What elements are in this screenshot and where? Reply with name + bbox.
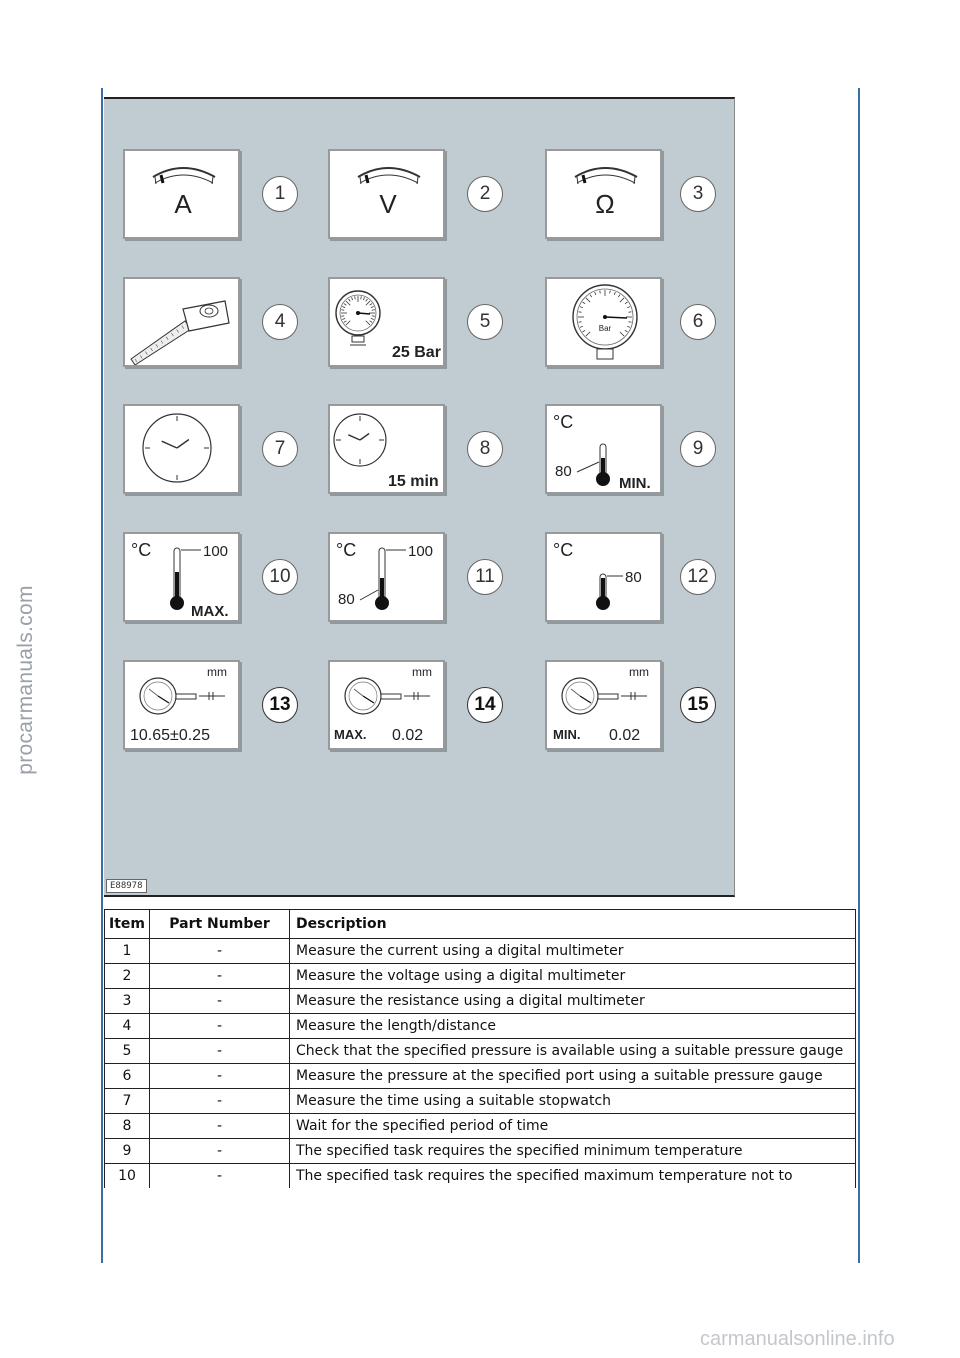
callout-number: 10 [262,559,298,595]
row-description: Measure the time using a suitable stopwatch [290,1089,856,1114]
symbol-tile [123,149,240,239]
row-part-number: - [150,1064,290,1089]
symbol-graphic [547,279,660,365]
row-part-number: - [150,989,290,1014]
header-description: Description [290,910,856,939]
tile-caption: 25 Bar [392,344,441,361]
tile-glyph: Ω [595,189,615,219]
bottom-watermark: carmanualsonline.info [700,1328,895,1350]
callout-number: 5 [467,304,503,340]
row-description: Measure the current using a digital multimeter [290,939,856,964]
row-description: Measure the length/distance [290,1014,856,1039]
symbol-tile [545,532,662,622]
row-part-number: - [150,1089,290,1114]
symbol-tile [545,404,662,494]
row-part-number: - [150,939,290,964]
row-item: 7 [105,1089,150,1114]
tile-unit: °C [131,540,152,560]
symbol-tile [328,277,445,367]
symbol-tile [328,660,445,750]
table-row [105,964,856,989]
symbol-graphic [125,406,238,492]
tile-value: 0.02 [392,727,424,744]
tile-prefix: MIN. [553,727,581,742]
row-part-number: - [150,1039,290,1064]
callout-number: 4 [262,304,298,340]
header-item: Item [105,910,150,939]
callout-number: 7 [262,431,298,467]
callout-number: 11 [467,559,503,595]
table-row [105,1064,856,1089]
symbol-graphic [125,662,238,748]
header-part-number: Part Number [150,910,290,939]
row-item: 5 [105,1039,150,1064]
row-description: Check that the specified pressure is available using a suitable pressure gauge [290,1039,856,1064]
callout-number: 2 [467,176,503,212]
table-row [105,1089,856,1114]
page-border-right [858,88,860,1263]
tile-value: 0.02 [609,727,641,744]
tile-caption: MAX. [191,603,229,620]
tile-dial-label: Bar [598,324,612,333]
symbol-graphic [547,406,660,492]
symbol-tile [123,532,240,622]
tile-scale-bottom: 80 [338,591,355,608]
figure-code: E88978 [106,879,147,893]
row-item: 9 [105,1139,150,1164]
table-row [105,1114,856,1139]
table-row [105,1139,856,1164]
symbol-tile [328,532,445,622]
symbol-tile [545,277,662,367]
row-item: 2 [105,964,150,989]
table-row [105,989,856,1014]
row-description: Measure the resistance using a digital multimeter [290,989,856,1014]
tile-caption: MIN. [619,475,651,492]
symbol-graphic [547,534,660,620]
symbol-graphic [330,406,443,492]
table-row [105,1014,856,1039]
symbol-graphic [125,279,238,365]
row-item: 3 [105,989,150,1014]
symbol-graphic [330,279,443,365]
row-item: 10 [105,1164,150,1189]
tile-scale-top: 100 [408,543,434,560]
row-item: 4 [105,1014,150,1039]
page-border-left [101,88,103,1263]
callout-number: 8 [467,431,503,467]
tile-unit: °C [553,412,574,432]
callout-number: 3 [680,176,716,212]
tile-scale: 80 [555,463,572,480]
callout-number: 9 [680,431,716,467]
symbols-table [104,909,856,1188]
row-description: The specified task requires the specified maximum temperature not to [290,1164,856,1189]
callout-number: 13 [262,687,298,723]
tile-unit: mm [629,665,649,679]
tile-prefix: MAX. [334,727,367,742]
tile-unit: °C [336,540,357,560]
symbol-tile [545,660,662,750]
symbol-graphic [330,151,443,237]
callout-number: 14 [467,687,503,723]
symbol-graphic [547,151,660,237]
tile-glyph: A [174,189,192,219]
callout-number: 1 [262,176,298,212]
callout-number: 12 [680,559,716,595]
symbol-graphic [330,662,443,748]
row-item: 1 [105,939,150,964]
symbol-graphic [547,662,660,748]
row-description: Wait for the specified period of time [290,1114,856,1139]
row-part-number: - [150,1139,290,1164]
symbol-graphic [125,534,238,620]
tile-scale: 100 [203,543,229,560]
row-part-number: - [150,1114,290,1139]
symbol-graphic [330,534,443,620]
row-description: Measure the pressure at the specified port using a suitable pressure gauge [290,1064,856,1089]
row-part-number: - [150,1014,290,1039]
symbol-tile [328,404,445,494]
tile-unit: °C [553,540,574,560]
symbols-figure [104,97,735,897]
callout-number: 6 [680,304,716,340]
callout-number: 15 [680,687,716,723]
row-item: 8 [105,1114,150,1139]
row-part-number: - [150,964,290,989]
table-row [105,1164,856,1189]
tile-unit: mm [207,665,227,679]
symbol-tile [123,660,240,750]
tile-caption: 15 min [388,473,439,490]
table-row [105,939,856,964]
table-header-row [105,910,856,939]
side-watermark: procarmanuals.com [14,585,38,775]
table-row [105,1039,856,1064]
tile-unit: mm [412,665,432,679]
row-description: The specified task requires the specified minimum temperature [290,1139,856,1164]
symbol-tile [123,277,240,367]
tile-scale: 80 [625,569,642,586]
tile-value: 10.65±0.25 [130,727,210,744]
row-description: Measure the voltage using a digital multimeter [290,964,856,989]
row-part-number: - [150,1164,290,1189]
symbol-tile [328,149,445,239]
symbol-tile [545,149,662,239]
symbol-tile [123,404,240,494]
row-item: 6 [105,1064,150,1089]
tile-glyph: V [379,189,397,219]
symbol-graphic [125,151,238,237]
